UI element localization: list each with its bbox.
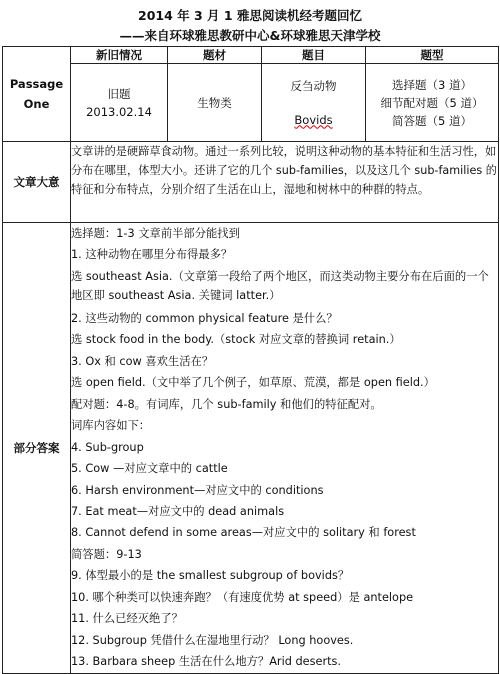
header-subject: 题材 <box>168 47 262 64</box>
answer-line: 选择题：1-3 文章前半部分能找到 <box>71 227 240 240</box>
answer-line: 8. Cannot defend in some areas—对应文中的 solitary 和 forest <box>71 526 416 540</box>
question-type-item: 细节配对题（5 道） <box>380 95 484 110</box>
topic-value: 反刍动物 Bovids <box>262 64 366 142</box>
answer-line: 5. Cow —对应文章中的 cattle <box>71 462 228 476</box>
answers-list <box>71 223 499 674</box>
answer-line: 简答题：9-13 <box>71 547 142 561</box>
document-title: 2014 年 3 月 1 雅思阅读机经考题回忆 <box>138 8 362 23</box>
document-subtitle: ——来自环球雅思教研中心&环球雅思天津学校 <box>119 28 381 43</box>
header-topic: 题目 <box>262 47 366 64</box>
subject-value: 生物类 <box>168 64 262 142</box>
answer-line: 11. 什么已经灭绝了？ <box>71 612 183 626</box>
answer-line: 3. Ox 和 cow 喜欢生活在？ <box>71 354 214 368</box>
answer-line: 13. Barbara sheep 生活在什么地方？Arid deserts. <box>71 655 341 669</box>
answer-line: 7. Eat meat—对应文中的 dead animals <box>71 504 285 518</box>
answer-line: 选 open field.（文中举了几个例子，如草原、荒漠，都是 open field.） <box>71 376 435 390</box>
header-question-type: 题型 <box>366 47 499 64</box>
question-type-item: 简答题（5 道） <box>392 113 472 128</box>
answer-line: 2. 这些动物的 common physical feature 是什么？ <box>71 311 338 325</box>
answer-line: 1. 这种动物在哪里分布得最多？ <box>71 248 233 262</box>
answer-line: 选 stock food in the body.（stock 对应文章的替换词 retain.） <box>71 333 401 347</box>
answer-line: 选 southeast Asia.（文章第一段给了两个地区，而这类动物主要分布在后面的一个地区即 southeast Asia. 关键词 latter.） <box>71 269 489 302</box>
question-types <box>366 64 499 142</box>
answer-line: 配对题：4-8。有词库，几个 sub-family 和他们的特征配对。 <box>71 397 382 411</box>
answers-label: 部分答案 <box>3 223 71 674</box>
answer-line: 4. Sub-group <box>71 440 144 454</box>
exam-recall-table <box>2 46 499 674</box>
summary-label: 文章大意 <box>3 142 71 223</box>
header-new-old: 新旧情况 <box>71 47 168 64</box>
answer-line: 9. 体型最小的是 the smallest subgroup of bovids？ <box>71 569 350 583</box>
answer-line: 10. 哪个种类可以快速奔跑？（有速度优势 at speed）是 antelope <box>71 590 414 604</box>
answer-line: 6. Harsh environment—对应文中的 conditions <box>71 483 324 497</box>
summary-text: 文章讲的是硬蹄草食动物。通过一系列比较，说明这种动物的基本特征和生活习性，如分布在哪里，体型大小。还讲了它的几个 sub-families，以及这几个 sub-families 的特征和分布特点，分别介绍了生活在山上，湿地和树林中的种群的特点。 <box>71 142 499 223</box>
answer-line: 12. Subgroup 凭借什么在湿地里行动？ Long hooves. <box>71 633 354 647</box>
question-type-item: 选择题（3 道） <box>392 77 472 92</box>
answer-line: 词库内容如下： <box>71 419 151 433</box>
new-old-value: 旧题 2013.02.14 <box>71 64 168 142</box>
passage-label: Passage One <box>3 47 71 142</box>
